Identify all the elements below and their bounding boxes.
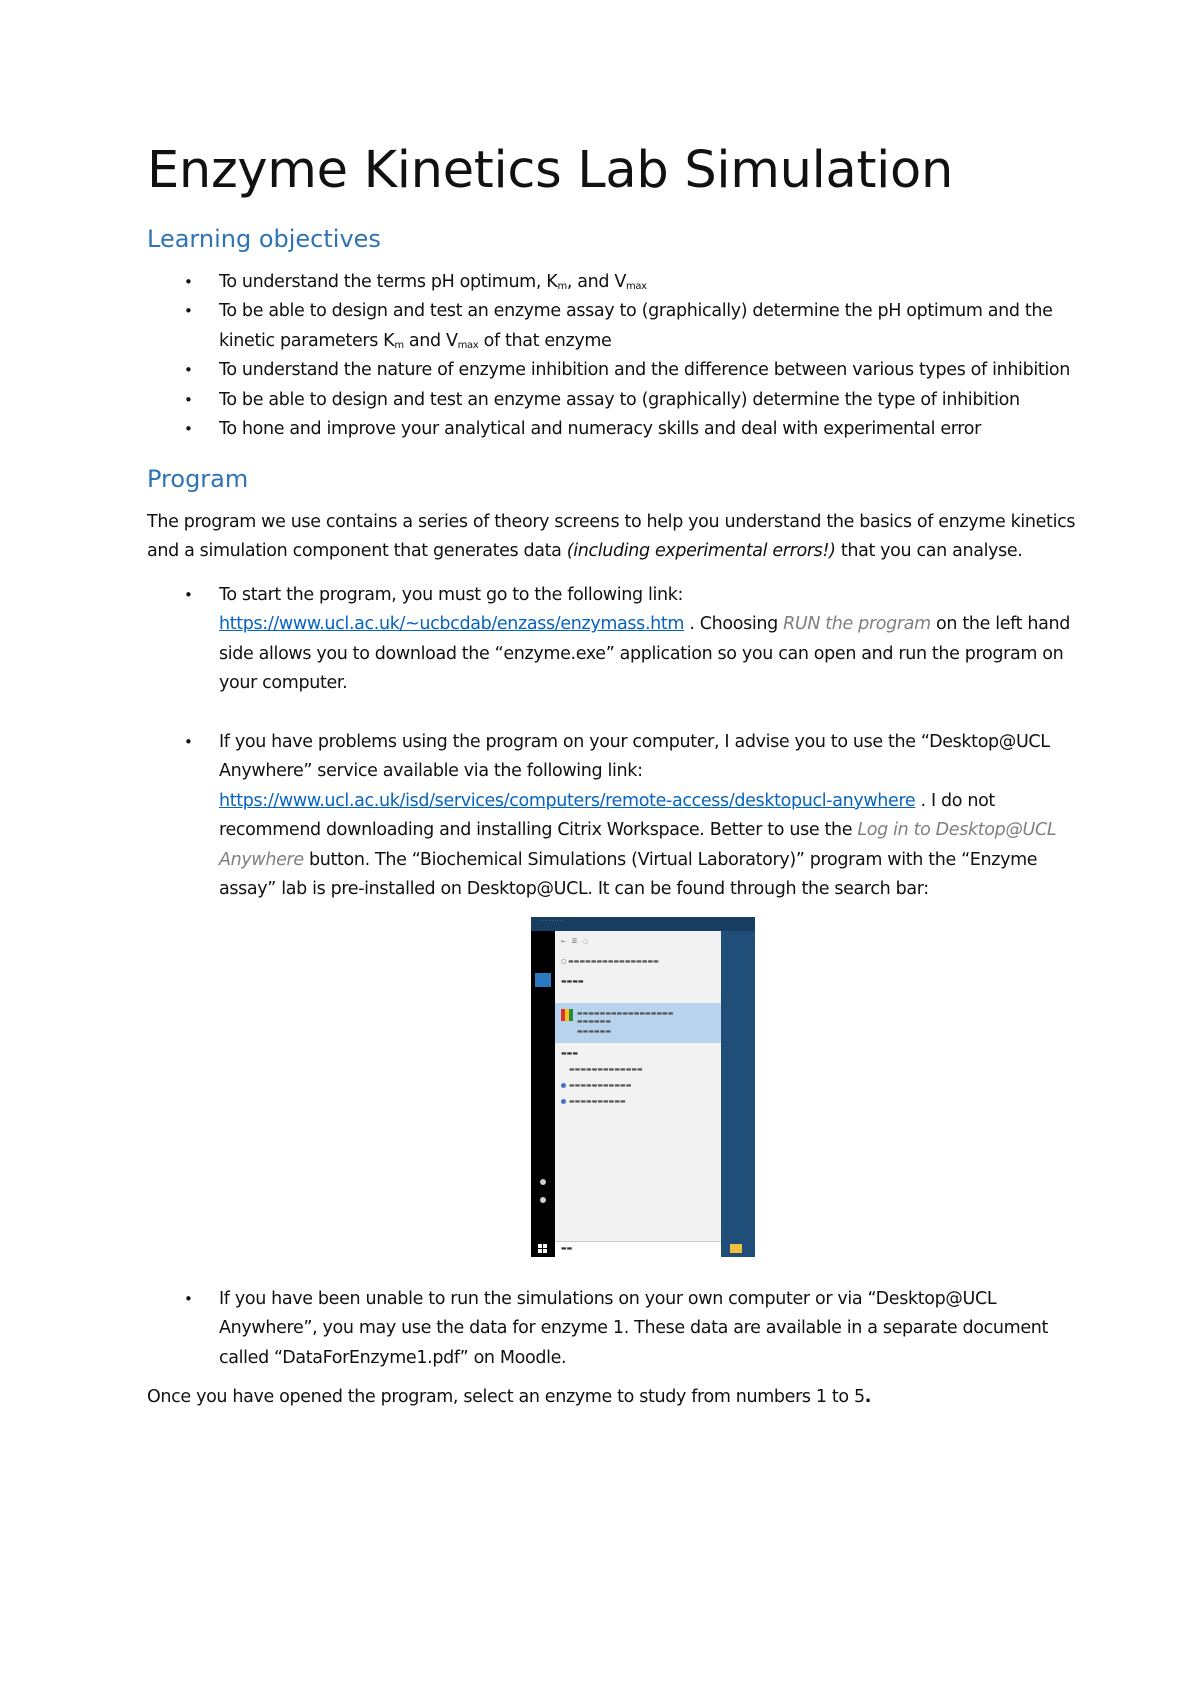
program-list xyxy=(147,581,1077,905)
search-bar: ▬▬ xyxy=(555,1241,721,1257)
list-item: • If you have problems using the program on your computer, I advise you to use the “Desktop@UCL Anywhere” service available via the following link: https://www.ucl.ac.uk/isd/services/computers/remote-access/desktopucl-anywhere . I do not recommend downloading and installing Citrix Workspace. Better to use the Log in to Desktop@UCL Anywhere button. The “Biochemical Simulations (Virtual Laboratory)” program with the “Enzyme assay” lab is pre-installed on Desktop@UCL. It can be found through the search bar: xyxy=(147,728,1077,905)
bullet-icon: • xyxy=(184,732,193,751)
search-screenshot-figure xyxy=(147,917,1077,1257)
list-item: • To be able to design and test an enzyme assay to (graphically) determine the type of inhibition xyxy=(147,386,1077,416)
start-menu-search-screenshot: · · · · · · ← ☰ ◌ ○ ▬▬▬▬▬▬▬▬▬▬▬▬▬▬▬▬ ▬▬▬▬ ▬▬▬▬▬▬▬▬▬▬▬▬▬▬▬▬▬ ▬▬▬▬▬▬ ▬▬▬▬▬▬ ▬▬▬ ▬▬▬▬▬▬▬▬▬▬▬▬▬ ▬▬▬▬▬▬▬▬▬▬▬ ▬▬▬▬▬▬▬▬▬▬ ▬▬ xyxy=(531,917,755,1257)
document-content xyxy=(147,140,1077,1413)
log-in-emphasis: Log in to Desktop@UCL Anywhere xyxy=(219,820,1057,870)
bullet-icon: • xyxy=(184,272,193,291)
list-item: • To understand the nature of enzyme inhibition and the difference between various types of inhibition xyxy=(147,356,1077,386)
program-heading: Program xyxy=(147,464,249,493)
program-intro-paragraph: The program we use contains a series of theory screens to help you understand the basics of enzyme kinetics and a simulation component that generates data (including experimental errors!) that you can analyse. xyxy=(147,511,1076,562)
bullet-icon: • xyxy=(184,1289,193,1308)
desktop-ucl-anywhere-link[interactable]: https://www.ucl.ac.uk/isd/services/computers/remote-access/desktopucl-anywhere xyxy=(219,790,916,811)
enzyme-program-link[interactable]: https://www.ucl.ac.uk/~ucbcdab/enzass/enzymass.htm xyxy=(219,614,685,635)
folder-icon xyxy=(730,1244,742,1253)
app-icon xyxy=(561,1009,573,1021)
bullet-icon: • xyxy=(184,585,193,604)
list-item: • To be able to design and test an enzyme assay to (graphically) determine the pH optimum and the kinetic parameters $K_m$ and $V_{max}$ of that enzyme xyxy=(147,297,1077,356)
list-item: • If you have been unable to run the simulations on your own computer or via “Desktop@UCL Anywhere”, you may use the data for enzyme 1. These data are available in a separate document called “DataForEnzyme1.pdf” on Moodle. xyxy=(147,1285,1077,1374)
program-list-continued xyxy=(147,1285,1077,1374)
list-item: • To hone and improve your analytical and numeracy skills and deal with experimental error xyxy=(147,415,1077,445)
bullet-icon: • xyxy=(184,361,193,380)
bullet-icon: • xyxy=(184,420,193,439)
bullet-icon: • xyxy=(184,302,193,321)
windows-icon xyxy=(538,1244,547,1253)
learning-objectives-heading: Learning objectives xyxy=(147,225,381,254)
closing-paragraph: Once you have opened the program, select an enzyme to study from numbers 1 to 5. xyxy=(147,1387,872,1408)
objectives-list xyxy=(147,268,1077,445)
list-item: • To start the program, you must go to the following link: https://www.ucl.ac.uk/~ucbcdab/enzass/enzymass.htm . Choosing RUN the program on the left hand side allows you to download the “enzyme.exe” application so you can open and run the program on your computer. xyxy=(147,581,1077,699)
document-title: Enzyme Kinetics Lab Simulation xyxy=(147,141,953,200)
run-program-emphasis: RUN the program xyxy=(783,614,931,635)
bullet-icon: • xyxy=(184,390,193,409)
list-item: • To understand the terms pH optimum, $K_m$, and $V_{max}$ xyxy=(147,268,1077,298)
